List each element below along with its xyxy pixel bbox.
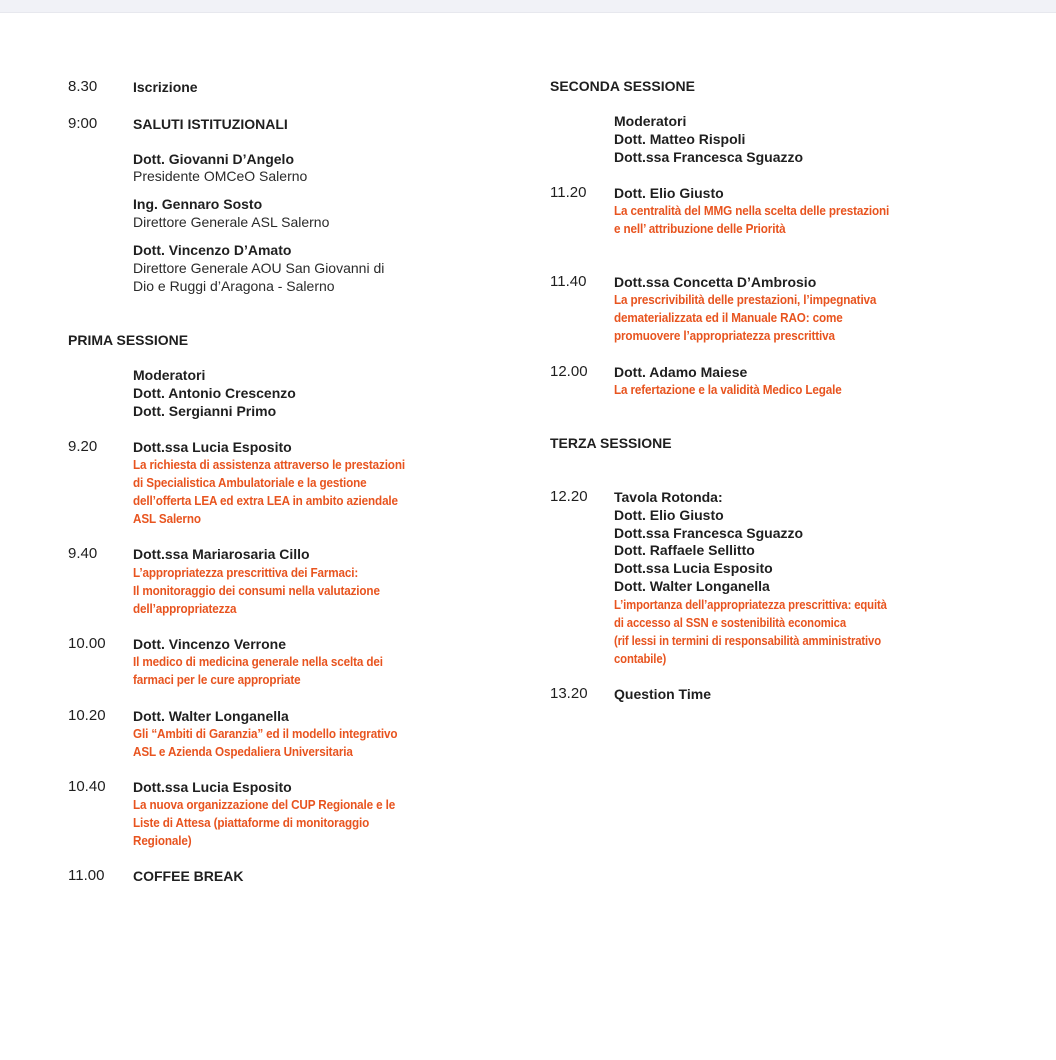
talk-title: dematerializzata ed il Manuale RAO: come [614, 310, 843, 325]
moderator-name: Dott. Sergianni Primo [133, 403, 277, 419]
section-heading: COFFEE BREAK [133, 868, 244, 884]
time-label: 12.00 [550, 363, 588, 380]
talk-title: Il medico di medicina generale nella scelta dei [133, 654, 383, 669]
talk-title: La richiesta di assistenza attraverso le prestazioni [133, 457, 405, 472]
speaker-name: Dott. Vincenzo D’Amato [133, 242, 292, 258]
talk-title: di accesso al SSN e sostenibilità economica [614, 615, 847, 630]
time-label: 9:00 [68, 115, 98, 132]
talk-title: Regionale) [133, 833, 192, 848]
talk-title: ASL Salerno [133, 511, 201, 526]
time-label: 11.40 [550, 273, 587, 290]
speaker-name: Dott.ssa Lucia Esposito [133, 779, 292, 795]
speaker-name: Dott. Giovanni D’Angelo [133, 151, 294, 167]
time-label: 9.20 [68, 438, 98, 455]
speaker-name: Dott.ssa Mariarosaria Cillo [133, 546, 310, 562]
moderator-name: Dott.ssa Francesca Sguazzo [614, 149, 804, 165]
talk-title: Gli “Ambiti di Garanzia” ed il modello integrativo [133, 726, 398, 741]
time-label: 10.20 [68, 707, 106, 724]
panelist-name: Dott.ssa Francesca Sguazzo [614, 525, 804, 541]
speaker-name: Dott. Walter Longanella [133, 708, 289, 724]
talk-title: La nuova organizzazione del CUP Regionale e le [133, 797, 396, 812]
talk-title: Liste di Attesa (piattaforme di monitoraggio [133, 815, 370, 830]
top-bar [0, 0, 1056, 13]
talk-title: La refertazione e la validità Medico Legale [614, 382, 842, 397]
talk-title: L’appropriatezza prescrittiva dei Farmaci: [133, 565, 359, 580]
speaker-name: Dott. Adamo Maiese [614, 364, 748, 380]
talk-title: Il monitoraggio dei consumi nella valutazione [133, 583, 380, 598]
speaker-name: Ing. Gennaro Sosto [133, 196, 263, 212]
speaker-role: Presidente OMCeO Salerno [133, 168, 308, 184]
time-label: 11.00 [68, 867, 105, 884]
speaker-role: Direttore Generale ASL Salerno [133, 214, 330, 230]
speaker-name: Dott.ssa Concetta D’Ambrosio [614, 274, 817, 290]
talk-title: contabile) [614, 651, 667, 666]
panelist-name: Dott.ssa Lucia Esposito [614, 560, 773, 576]
talk-title: La centralità del MMG nella scelta delle prestazioni [614, 203, 890, 218]
section-heading: PRIMA SESSIONE [68, 332, 189, 348]
time-label: 11.20 [550, 184, 587, 201]
speaker-role: Direttore Generale AOU San Giovanni di [133, 260, 385, 276]
talk-title: (rif lessi in termini di responsabilità amministrativo [614, 633, 881, 648]
talk-title: dell’appropriatezza [133, 601, 237, 616]
talk-title: dell’offerta LEA ed extra LEA in ambito aziendale [133, 493, 398, 508]
moderator-name: Dott. Matteo Rispoli [614, 131, 746, 147]
section-heading: SECONDA SESSIONE [550, 78, 695, 94]
talk-title: ASL e Azienda Ospedaliera Universitaria [133, 744, 353, 759]
talk-title: L’importanza dell’appropriatezza prescrittiva: equità [614, 597, 887, 612]
panelist-name: Dott. Elio Giusto [614, 507, 724, 523]
section-heading: SALUTI ISTITUZIONALI [133, 116, 288, 132]
talk-title: di Specialistica Ambulatoriale e la gestione [133, 475, 367, 490]
moderators-label: Moderatori [614, 113, 687, 129]
speaker-name: Dott. Vincenzo Verrone [133, 636, 286, 652]
time-label: 10.40 [68, 778, 106, 795]
time-label: 9.40 [68, 545, 98, 562]
talk-title: promuovere l’appropriatezza prescrittiva [614, 328, 835, 343]
moderators-label: Moderatori [133, 367, 206, 383]
time-label: 10.00 [68, 635, 106, 652]
speaker-name: Dott. Elio Giusto [614, 185, 724, 201]
time-label: 8.30 [68, 78, 98, 95]
round-table-label: Tavola Rotonda: [614, 489, 723, 505]
section-heading: TERZA SESSIONE [550, 435, 672, 451]
time-label: 13.20 [550, 685, 588, 702]
talk-title: La prescrivibilità delle prestazioni, l’impegnativa [614, 292, 877, 307]
speaker-role: Dio e Ruggi d’Aragona - Salerno [133, 278, 335, 294]
talk-title: e nell’ attribuzione delle Priorità [614, 221, 786, 236]
session-title: Question Time [614, 686, 711, 702]
talk-title: farmaci per le cure appropriate [133, 672, 301, 687]
time-label: 12.20 [550, 488, 588, 505]
panelist-name: Dott. Raffaele Sellitto [614, 542, 755, 558]
panelist-name: Dott. Walter Longanella [614, 578, 770, 594]
speaker-name: Dott.ssa Lucia Esposito [133, 439, 292, 455]
moderator-name: Dott. Antonio Crescenzo [133, 385, 296, 401]
session-title: Iscrizione [133, 79, 198, 95]
